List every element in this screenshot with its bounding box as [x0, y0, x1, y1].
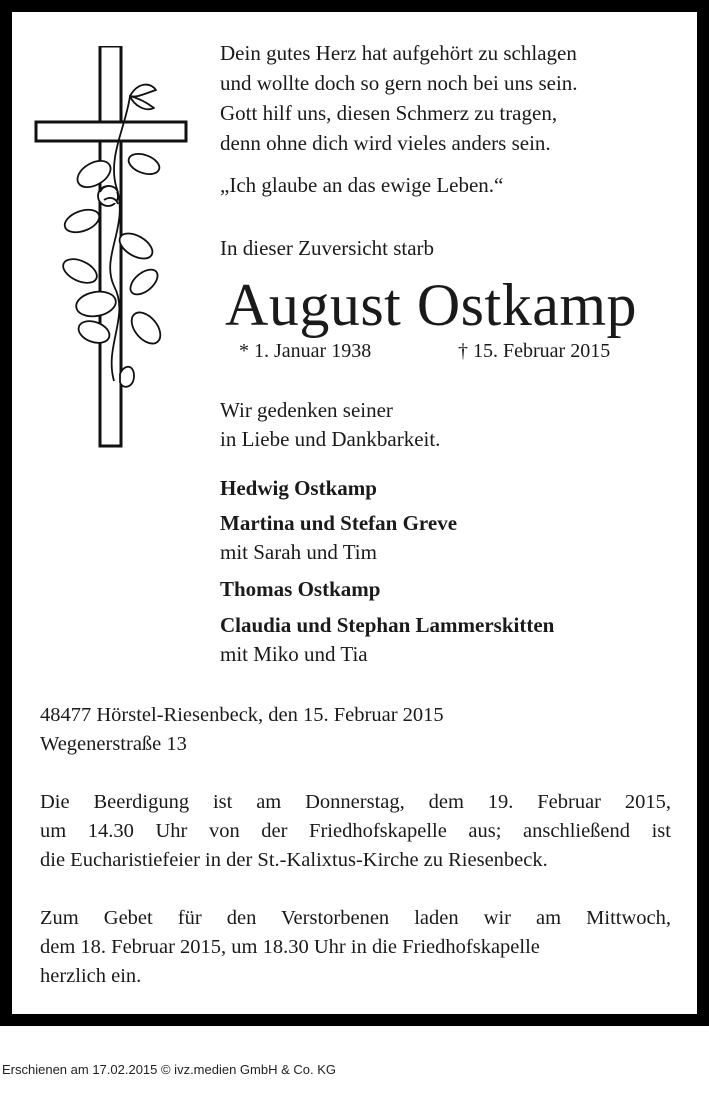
prayer-line: dem 18. Februar 2015, um 18.30 Uhr in die Friedhofskapelle	[40, 936, 540, 958]
verse-line: denn ohne dich wird vieles anders sein.	[220, 131, 551, 155]
verse-line: Dein gutes Herz hat aufgehört zu schlagen	[220, 41, 577, 65]
family-member: Martina und Stefan Greve	[220, 511, 458, 535]
funeral-line: Die Beerdigung ist am Donnerstag, dem 19. Februar 2015,	[40, 791, 671, 813]
family-member: Claudia und Stephan Lammerskitten	[220, 613, 555, 637]
family-member: Thomas Ostkamp	[220, 577, 381, 601]
place-date: 48477 Hörstel-Riesenbeck, den 15. Februar 2015	[40, 704, 444, 726]
remembrance-line: in Liebe und Dankbarkeit.	[220, 427, 441, 451]
family-member-sub: mit Miko und Tia	[220, 642, 368, 666]
family-member: Hedwig Ostkamp	[220, 476, 377, 500]
prayer-line: Zum Gebet für den Verstorbenen laden wir am Mittwoch,	[40, 907, 671, 929]
funeral-line: die Eucharistiefeier in der St.-Kalixtus-Kirche zu Riesenbeck.	[40, 849, 548, 871]
quote: „Ich glaube an das ewige Leben.“	[220, 173, 504, 197]
cross-with-rose-icon	[34, 46, 194, 448]
verse-line: und wollte doch so gern noch bei uns sein.	[220, 71, 578, 95]
birth-date: * 1. Januar 1938	[239, 340, 372, 362]
deceased-name: August Ostkamp	[225, 272, 637, 338]
publication-footer: Erschienen am 17.02.2015 © ivz.medien GmbH & Co. KG	[2, 1062, 337, 1077]
place-and-address	[40, 701, 444, 759]
funeral-line: um 14.30 Uhr von der Friedhofskapelle aus; anschließend ist	[40, 820, 671, 842]
death-date: † 15. Februar 2015	[458, 340, 611, 362]
remembrance-line: Wir gedenken seiner	[220, 398, 393, 422]
remembrance-text	[220, 396, 440, 454]
verse-line: Gott hilf uns, diesen Schmerz zu tragen,	[220, 101, 558, 125]
intro-text: In dieser Zuversicht starb	[220, 236, 435, 260]
prayer-line: herzlich ein.	[40, 965, 142, 987]
verse	[220, 38, 680, 158]
address: Wegenerstraße 13	[40, 733, 187, 755]
family-member-sub: mit Sarah und Tim	[220, 540, 377, 564]
prayer-info	[40, 904, 671, 991]
funeral-info	[40, 788, 671, 875]
